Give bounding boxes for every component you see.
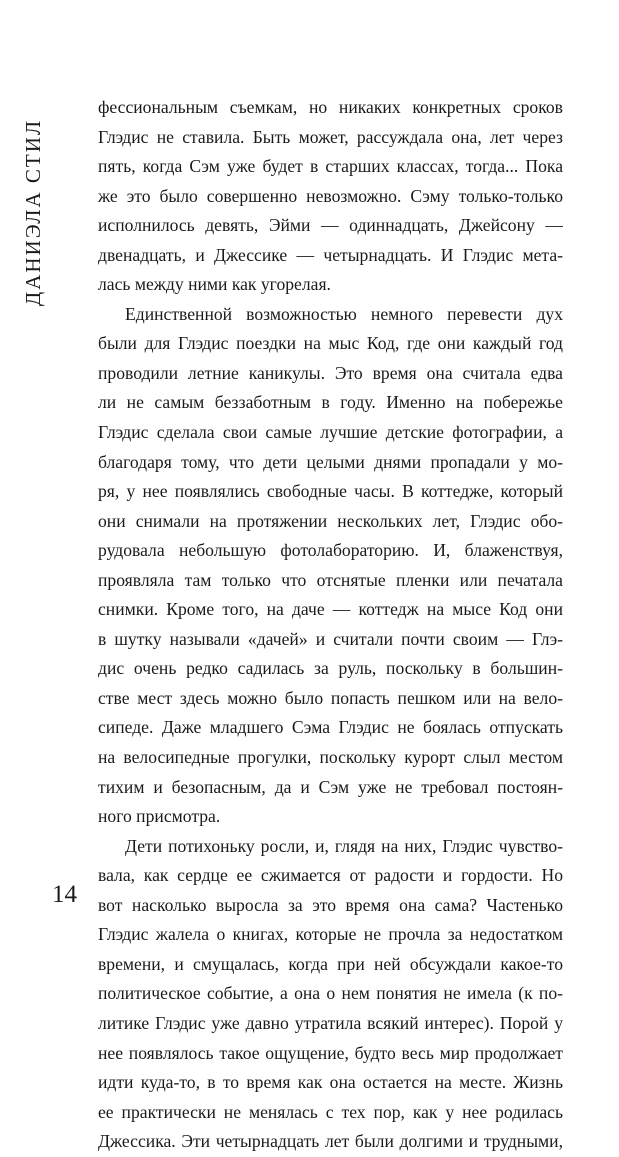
body-text: [98, 93, 563, 1157]
text-line: были для Глэдис поездки на мыс Код, где они каждый год: [98, 333, 563, 354]
text-line: Дети потихоньку росли, и, глядя на них, Глэдис чувство-: [125, 835, 563, 856]
text-line: Глэдис не ставила. Быть может, рассуждала она, лет через: [98, 126, 563, 147]
text-line: пять, когда Сэм уже будет в старших классах, тогда... Пока: [98, 156, 563, 177]
text-line: в шутку называли «дачей» и считали почти своим — Глэ-: [98, 628, 563, 649]
text-line: Джессика. Эти четырнадцать лет были долгими и трудными,: [98, 1131, 563, 1152]
text-line: стве мест здесь можно было попасть пешком или на вело-: [98, 687, 563, 708]
text-line: двенадцать, и Джессике — четырнадцать. И Глэдис мета-: [98, 244, 563, 265]
text-line: ря, у нее появлялись свободные часы. В коттедже, который: [98, 481, 563, 502]
text-line: идти куда-то, в то время как она остается на месте. Жизнь: [98, 1072, 563, 1093]
text-line: ли не самым беззаботным в году. Именно на побережье: [98, 392, 563, 413]
text-line: литике Глэдис уже давно утратила всякий интерес). Порой у: [98, 1012, 563, 1033]
running-head-author: ДАНИЭЛА СТИЛ: [21, 118, 46, 306]
text-line: фессиональным съемкам, но никаких конкретных сроков: [98, 97, 563, 117]
text-line: благодаря тому, что дети целыми днями пропадали у мо-: [98, 451, 563, 472]
text-line: вот насколько выросла за это время она сама? Частенько: [98, 894, 563, 915]
text-line: на велосипедные прогулки, поскольку курорт слыл местом: [98, 747, 563, 768]
text-line: рудовала небольшую фотолабораторию. И, блаженствуя,: [98, 540, 563, 561]
text-line: исполнилось девять, Эйми — одиннадцать, Джейсону —: [98, 215, 563, 236]
text-line: лась между ними как угорелая.: [98, 274, 331, 295]
text-line: нее появлялось такое ощущение, будто весь мир продолжает: [98, 1042, 563, 1063]
text-line: проявляла там только что отснятые пленки или печатала: [98, 569, 563, 590]
text-line: Глэдис жалела о книгах, которые не прочла за недостатком: [98, 924, 563, 945]
page-number: 14: [52, 881, 77, 908]
text-line: ее практически не менялась с тех пор, как у нее родилась: [98, 1101, 563, 1122]
text-line: тихим и безопасным, да и Сэм уже не требовал постоян-: [98, 776, 563, 797]
text-line: дис очень редко садилась за руль, поскольку в большин-: [98, 658, 563, 679]
text-line: Единственной возможностью немного перевести дух: [125, 303, 563, 324]
running-head: [14, 92, 54, 332]
text-line: проводили летние каникулы. Это время она считала едва: [98, 362, 563, 383]
text-line: они снимали на протяжении нескольких лет, Глэдис обо-: [98, 510, 563, 531]
text-line: Глэдис сделала свои самые лучшие детские фотографии, а: [98, 422, 563, 443]
text-line: вала, как сердце ее сжимается от радости и гордости. Но: [98, 865, 563, 886]
text-line: ного присмотра.: [98, 806, 221, 827]
text-line: сипеде. Даже младшего Сэма Глэдис не боялась отпускать: [98, 717, 563, 738]
text-line: времени, и смущалась, когда при ней обсуждали какое-то: [98, 953, 563, 974]
text-line: политическое событие, а она о нем понятия не имела (к по-: [98, 983, 563, 1004]
text-line: снимки. Кроме того, на даче — коттедж на мысе Код они: [98, 599, 563, 620]
text-line: же это было совершенно невозможно. Сэму только-только: [98, 185, 563, 206]
